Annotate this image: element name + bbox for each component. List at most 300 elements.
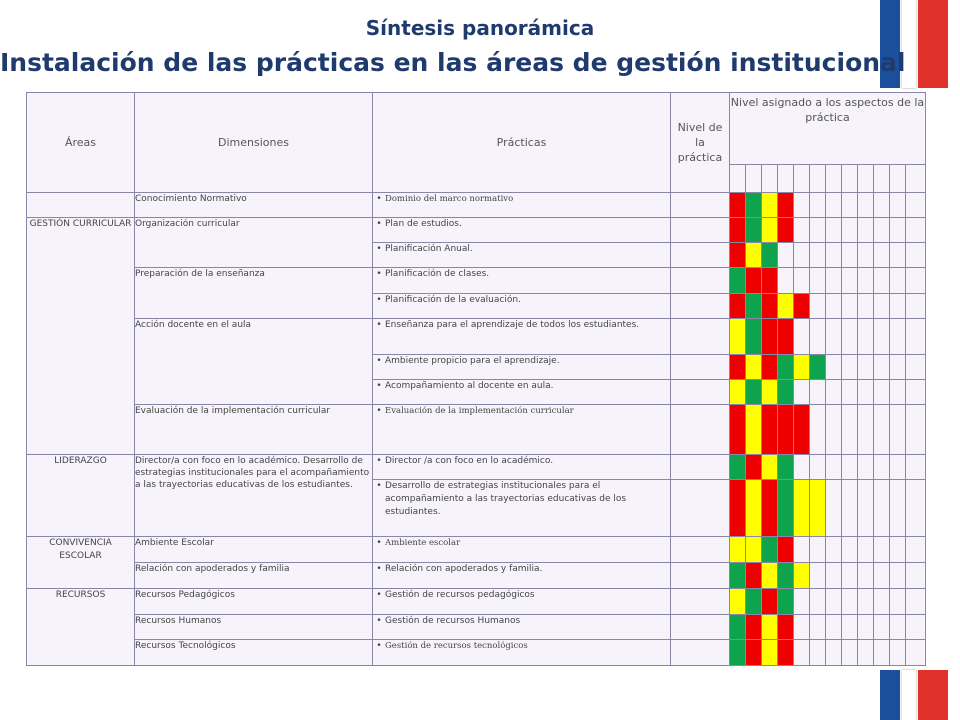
practice-text: Plan de estudios. bbox=[385, 219, 462, 229]
level-cell bbox=[671, 589, 730, 615]
level-square bbox=[858, 640, 874, 666]
level-square bbox=[858, 537, 874, 563]
page-title: Instalación de las prácticas en las áreas de gestión institucional bbox=[0, 48, 906, 77]
level-square bbox=[746, 218, 762, 243]
practice-text: Dominio del marco normativo bbox=[385, 194, 514, 204]
level-square bbox=[890, 405, 906, 455]
level-square bbox=[762, 319, 778, 355]
level-cell bbox=[671, 193, 730, 218]
header-level: Nivel de la práctica bbox=[671, 93, 730, 193]
level-square bbox=[826, 268, 842, 294]
bullet-icon: • bbox=[376, 194, 382, 204]
level-square bbox=[858, 405, 874, 455]
level-square bbox=[746, 243, 762, 268]
dimension-cell: Ambiente Escolar bbox=[135, 537, 373, 563]
level-square bbox=[762, 589, 778, 615]
level-square bbox=[826, 563, 842, 589]
table-row bbox=[27, 537, 926, 563]
subheader-cell bbox=[746, 165, 762, 193]
level-square bbox=[842, 243, 858, 268]
level-square bbox=[794, 380, 810, 405]
level-square bbox=[890, 480, 906, 537]
level-square bbox=[810, 563, 826, 589]
level-square bbox=[794, 480, 810, 537]
practice-text: Planificación de clases. bbox=[385, 269, 490, 279]
level-square bbox=[730, 268, 746, 294]
dimension-cell: Recursos Humanos bbox=[135, 615, 373, 640]
level-square bbox=[858, 563, 874, 589]
level-square bbox=[762, 563, 778, 589]
bullet-icon: • bbox=[376, 564, 382, 574]
level-square bbox=[762, 405, 778, 455]
level-square bbox=[794, 615, 810, 640]
level-square bbox=[906, 537, 926, 563]
level-square bbox=[858, 380, 874, 405]
level-square bbox=[890, 563, 906, 589]
page-subtitle: Síntesis panorámica bbox=[365, 16, 595, 40]
table-row bbox=[27, 615, 926, 640]
level-square bbox=[746, 380, 762, 405]
level-square bbox=[778, 640, 794, 666]
level-square bbox=[858, 268, 874, 294]
subheader-cell bbox=[858, 165, 874, 193]
level-square bbox=[906, 380, 926, 405]
level-square bbox=[890, 355, 906, 380]
practice-text: Planificación de la evaluación. bbox=[385, 295, 521, 305]
level-square bbox=[778, 294, 794, 319]
practice-cell bbox=[373, 455, 671, 480]
level-square bbox=[810, 589, 826, 615]
level-square bbox=[858, 193, 874, 218]
table-body bbox=[27, 193, 926, 666]
level-square bbox=[746, 589, 762, 615]
level-square bbox=[842, 294, 858, 319]
table-row bbox=[27, 319, 926, 355]
level-square bbox=[906, 589, 926, 615]
practice-text: Evaluación de la implementación curricular bbox=[385, 406, 574, 416]
practice-cell bbox=[373, 615, 671, 640]
practice-cell bbox=[373, 537, 671, 563]
level-square bbox=[794, 294, 810, 319]
level-square bbox=[762, 640, 778, 666]
level-square bbox=[730, 589, 746, 615]
practice-cell bbox=[373, 218, 671, 243]
level-square bbox=[890, 294, 906, 319]
level-square bbox=[890, 615, 906, 640]
level-square bbox=[826, 319, 842, 355]
level-cell bbox=[671, 405, 730, 455]
practice-text: Gestión de recursos pedagógicos bbox=[385, 590, 535, 600]
level-square bbox=[906, 193, 926, 218]
level-square bbox=[810, 355, 826, 380]
level-square bbox=[794, 218, 810, 243]
level-square bbox=[890, 589, 906, 615]
level-square bbox=[890, 319, 906, 355]
dimension-cell: Evaluación de la implementación curricular bbox=[135, 405, 373, 455]
practice-cell bbox=[373, 319, 671, 355]
level-square bbox=[858, 218, 874, 243]
level-square bbox=[826, 193, 842, 218]
level-square bbox=[810, 405, 826, 455]
level-square bbox=[794, 405, 810, 455]
level-square bbox=[890, 380, 906, 405]
bullet-icon: • bbox=[376, 244, 382, 254]
level-cell bbox=[671, 294, 730, 319]
level-square bbox=[794, 243, 810, 268]
area-cell: RECURSOS bbox=[27, 589, 135, 666]
level-square bbox=[842, 193, 858, 218]
level-square bbox=[858, 480, 874, 537]
dimension-cell: Acción docente en el aula bbox=[135, 319, 373, 405]
level-square bbox=[730, 405, 746, 455]
dimension-cell: Recursos Pedagógicos bbox=[135, 589, 373, 615]
level-square bbox=[794, 319, 810, 355]
subheader-cell bbox=[778, 165, 794, 193]
practice-text: Desarrollo de estrategias institucionales para el acompañamiento a las trayectorias educativas de los estudiantes. bbox=[385, 481, 627, 517]
practice-text: Gestión de recursos Humanos bbox=[385, 616, 521, 626]
level-square bbox=[810, 319, 826, 355]
level-square bbox=[890, 243, 906, 268]
level-square bbox=[842, 268, 858, 294]
subheader-cell bbox=[762, 165, 778, 193]
level-square bbox=[778, 243, 794, 268]
level-square bbox=[794, 193, 810, 218]
subheader-cell bbox=[906, 165, 926, 193]
level-square bbox=[778, 589, 794, 615]
level-square bbox=[906, 268, 926, 294]
practice-cell bbox=[373, 294, 671, 319]
subheader-cell bbox=[730, 165, 746, 193]
level-square bbox=[826, 537, 842, 563]
level-square bbox=[730, 294, 746, 319]
bullet-icon: • bbox=[376, 641, 382, 651]
level-square bbox=[842, 405, 858, 455]
level-square bbox=[794, 589, 810, 615]
level-square bbox=[778, 355, 794, 380]
level-square bbox=[890, 455, 906, 480]
level-square bbox=[746, 193, 762, 218]
practice-cell bbox=[373, 193, 671, 218]
area-cell bbox=[27, 193, 135, 218]
level-square bbox=[842, 319, 858, 355]
level-square bbox=[874, 640, 890, 666]
bullet-icon: • bbox=[376, 538, 382, 548]
subheader-cell bbox=[826, 165, 842, 193]
level-square bbox=[906, 218, 926, 243]
level-square bbox=[826, 294, 842, 319]
level-square bbox=[890, 537, 906, 563]
level-square bbox=[730, 640, 746, 666]
level-square bbox=[874, 193, 890, 218]
subheader-cell bbox=[874, 165, 890, 193]
level-square bbox=[858, 589, 874, 615]
level-square bbox=[778, 380, 794, 405]
level-square bbox=[746, 294, 762, 319]
level-square bbox=[858, 355, 874, 380]
level-square bbox=[730, 615, 746, 640]
bullet-icon: • bbox=[376, 356, 382, 366]
level-square bbox=[730, 218, 746, 243]
level-square bbox=[874, 589, 890, 615]
level-cell bbox=[671, 615, 730, 640]
level-square bbox=[842, 537, 858, 563]
level-square bbox=[826, 218, 842, 243]
level-square bbox=[906, 563, 926, 589]
level-square bbox=[842, 380, 858, 405]
level-square bbox=[778, 537, 794, 563]
level-square bbox=[762, 537, 778, 563]
header-practices: Prácticas bbox=[373, 93, 671, 193]
practice-text: Acompañamiento al docente en aula. bbox=[385, 381, 554, 391]
level-square bbox=[906, 319, 926, 355]
level-square bbox=[778, 405, 794, 455]
level-square bbox=[874, 380, 890, 405]
practice-cell bbox=[373, 355, 671, 380]
practices-table bbox=[26, 92, 926, 666]
level-square bbox=[778, 455, 794, 480]
level-square bbox=[762, 615, 778, 640]
bullet-icon: • bbox=[376, 406, 382, 416]
level-square bbox=[810, 243, 826, 268]
level-square bbox=[858, 455, 874, 480]
dimension-cell: Organización curricular bbox=[135, 218, 373, 268]
table-row bbox=[27, 405, 926, 455]
level-square bbox=[810, 268, 826, 294]
level-square bbox=[826, 589, 842, 615]
level-square bbox=[810, 615, 826, 640]
level-square bbox=[874, 615, 890, 640]
level-square bbox=[906, 615, 926, 640]
table-row bbox=[27, 193, 926, 218]
level-square bbox=[778, 563, 794, 589]
level-square bbox=[826, 640, 842, 666]
dimension-cell: Director/a con foco en lo académico. Desarrollo de estrategias institucionales para el acompañamiento a las trayectorias educativas de los estudiantes. bbox=[135, 455, 373, 537]
level-square bbox=[730, 243, 746, 268]
level-square bbox=[890, 218, 906, 243]
level-square bbox=[730, 319, 746, 355]
level-square bbox=[826, 355, 842, 380]
level-cell bbox=[671, 218, 730, 243]
level-cell bbox=[671, 480, 730, 537]
practice-text: Director /a con foco en lo académico. bbox=[385, 456, 554, 466]
level-square bbox=[826, 380, 842, 405]
level-square bbox=[826, 243, 842, 268]
level-square bbox=[730, 563, 746, 589]
practice-cell bbox=[373, 589, 671, 615]
table-row bbox=[27, 563, 926, 589]
level-square bbox=[906, 243, 926, 268]
bullet-icon: • bbox=[376, 295, 382, 305]
level-square bbox=[746, 455, 762, 480]
level-square bbox=[730, 455, 746, 480]
level-square bbox=[746, 640, 762, 666]
level-square bbox=[842, 480, 858, 537]
level-cell bbox=[671, 380, 730, 405]
level-square bbox=[794, 455, 810, 480]
flag-red-stripe-bottom bbox=[918, 670, 948, 720]
level-square bbox=[858, 319, 874, 355]
level-square bbox=[810, 193, 826, 218]
bullet-icon: • bbox=[376, 381, 382, 391]
level-square bbox=[842, 615, 858, 640]
subheader-cell bbox=[810, 165, 826, 193]
level-square bbox=[810, 294, 826, 319]
bullet-icon: • bbox=[376, 616, 382, 626]
practice-text: Ambiente escolar bbox=[385, 538, 461, 548]
level-square bbox=[842, 563, 858, 589]
level-square bbox=[890, 268, 906, 294]
level-square bbox=[874, 268, 890, 294]
subheader-cell bbox=[842, 165, 858, 193]
dimension-cell: Recursos Tecnológicos bbox=[135, 640, 373, 666]
dimension-cell: Preparación de la enseñanza bbox=[135, 268, 373, 319]
level-square bbox=[746, 480, 762, 537]
level-square bbox=[842, 355, 858, 380]
level-cell bbox=[671, 355, 730, 380]
level-square bbox=[746, 268, 762, 294]
practice-text: Enseñanza para el aprendizaje de todos los estudiantes. bbox=[385, 320, 640, 330]
level-square bbox=[746, 615, 762, 640]
level-square bbox=[730, 380, 746, 405]
level-square bbox=[874, 319, 890, 355]
level-square bbox=[794, 563, 810, 589]
level-square bbox=[762, 294, 778, 319]
header-assigned-level: Nivel asignado a los aspectos de la práctica bbox=[730, 93, 926, 165]
level-square bbox=[794, 537, 810, 563]
level-square bbox=[730, 193, 746, 218]
level-square bbox=[842, 640, 858, 666]
flag-white-stripe-bottom bbox=[902, 670, 916, 720]
level-square bbox=[826, 615, 842, 640]
level-square bbox=[778, 218, 794, 243]
bullet-icon: • bbox=[376, 456, 382, 466]
level-square bbox=[762, 455, 778, 480]
bullet-icon: • bbox=[376, 590, 382, 600]
level-square bbox=[810, 455, 826, 480]
header-areas: Áreas bbox=[27, 93, 135, 193]
bullet-icon: • bbox=[376, 320, 382, 330]
level-square bbox=[778, 615, 794, 640]
level-square bbox=[874, 480, 890, 537]
level-square bbox=[890, 193, 906, 218]
practice-cell bbox=[373, 405, 671, 455]
level-square bbox=[906, 294, 926, 319]
level-square bbox=[858, 243, 874, 268]
practice-text: Planificación Anual. bbox=[385, 244, 473, 254]
level-cell bbox=[671, 640, 730, 666]
table-row bbox=[27, 268, 926, 294]
table-row bbox=[27, 218, 926, 243]
level-square bbox=[874, 455, 890, 480]
level-square bbox=[762, 268, 778, 294]
level-square bbox=[730, 480, 746, 537]
level-square bbox=[762, 355, 778, 380]
level-square bbox=[730, 355, 746, 380]
bullet-icon: • bbox=[376, 481, 382, 491]
level-square bbox=[810, 480, 826, 537]
practice-text: Ambiente propicio para el aprendizaje. bbox=[385, 356, 560, 366]
table-row bbox=[27, 589, 926, 615]
area-cell: LIDERAZGO bbox=[27, 455, 135, 537]
dimension-cell: Conocimiento Normativo bbox=[135, 193, 373, 218]
table-row bbox=[27, 640, 926, 666]
area-cell: GESTIÓN CURRICULAR bbox=[27, 218, 135, 455]
level-square bbox=[906, 640, 926, 666]
level-cell bbox=[671, 243, 730, 268]
flag-blue-stripe-bottom bbox=[880, 670, 900, 720]
level-square bbox=[842, 455, 858, 480]
bullet-icon: • bbox=[376, 269, 382, 279]
level-square bbox=[746, 537, 762, 563]
level-square bbox=[826, 455, 842, 480]
practice-cell bbox=[373, 380, 671, 405]
level-square bbox=[874, 243, 890, 268]
level-square bbox=[730, 537, 746, 563]
table-row bbox=[27, 455, 926, 480]
level-square bbox=[810, 537, 826, 563]
level-square bbox=[890, 640, 906, 666]
level-square bbox=[794, 355, 810, 380]
practice-cell bbox=[373, 268, 671, 294]
level-square bbox=[874, 355, 890, 380]
level-square bbox=[906, 455, 926, 480]
level-square bbox=[762, 380, 778, 405]
level-square bbox=[858, 294, 874, 319]
level-square bbox=[778, 480, 794, 537]
level-square bbox=[746, 563, 762, 589]
bullet-icon: • bbox=[376, 219, 382, 229]
level-square bbox=[746, 405, 762, 455]
level-square bbox=[810, 640, 826, 666]
level-square bbox=[842, 589, 858, 615]
practice-cell bbox=[373, 480, 671, 537]
level-cell bbox=[671, 537, 730, 563]
level-square bbox=[810, 218, 826, 243]
level-square bbox=[794, 268, 810, 294]
level-square bbox=[874, 218, 890, 243]
level-square bbox=[906, 405, 926, 455]
subheader-cell bbox=[794, 165, 810, 193]
level-square bbox=[746, 319, 762, 355]
level-square bbox=[906, 480, 926, 537]
practice-cell bbox=[373, 640, 671, 666]
level-square bbox=[762, 218, 778, 243]
level-square bbox=[762, 243, 778, 268]
level-square bbox=[858, 615, 874, 640]
header-dimensions: Dimensiones bbox=[135, 93, 373, 193]
level-square bbox=[778, 268, 794, 294]
dimension-cell: Relación con apoderados y familia bbox=[135, 563, 373, 589]
area-cell: CONVIVENCIA ESCOLAR bbox=[27, 537, 135, 589]
level-square bbox=[762, 193, 778, 218]
practice-cell bbox=[373, 563, 671, 589]
level-square bbox=[874, 294, 890, 319]
level-cell bbox=[671, 563, 730, 589]
practice-text: Relación con apoderados y familia. bbox=[385, 564, 543, 574]
level-square bbox=[746, 355, 762, 380]
level-square bbox=[762, 480, 778, 537]
level-square bbox=[874, 405, 890, 455]
level-square bbox=[826, 480, 842, 537]
level-square bbox=[810, 380, 826, 405]
level-square bbox=[874, 537, 890, 563]
level-square bbox=[794, 640, 810, 666]
flag-red-stripe-top bbox=[918, 0, 948, 88]
level-cell bbox=[671, 455, 730, 480]
level-square bbox=[842, 218, 858, 243]
level-square bbox=[778, 319, 794, 355]
level-square bbox=[778, 193, 794, 218]
